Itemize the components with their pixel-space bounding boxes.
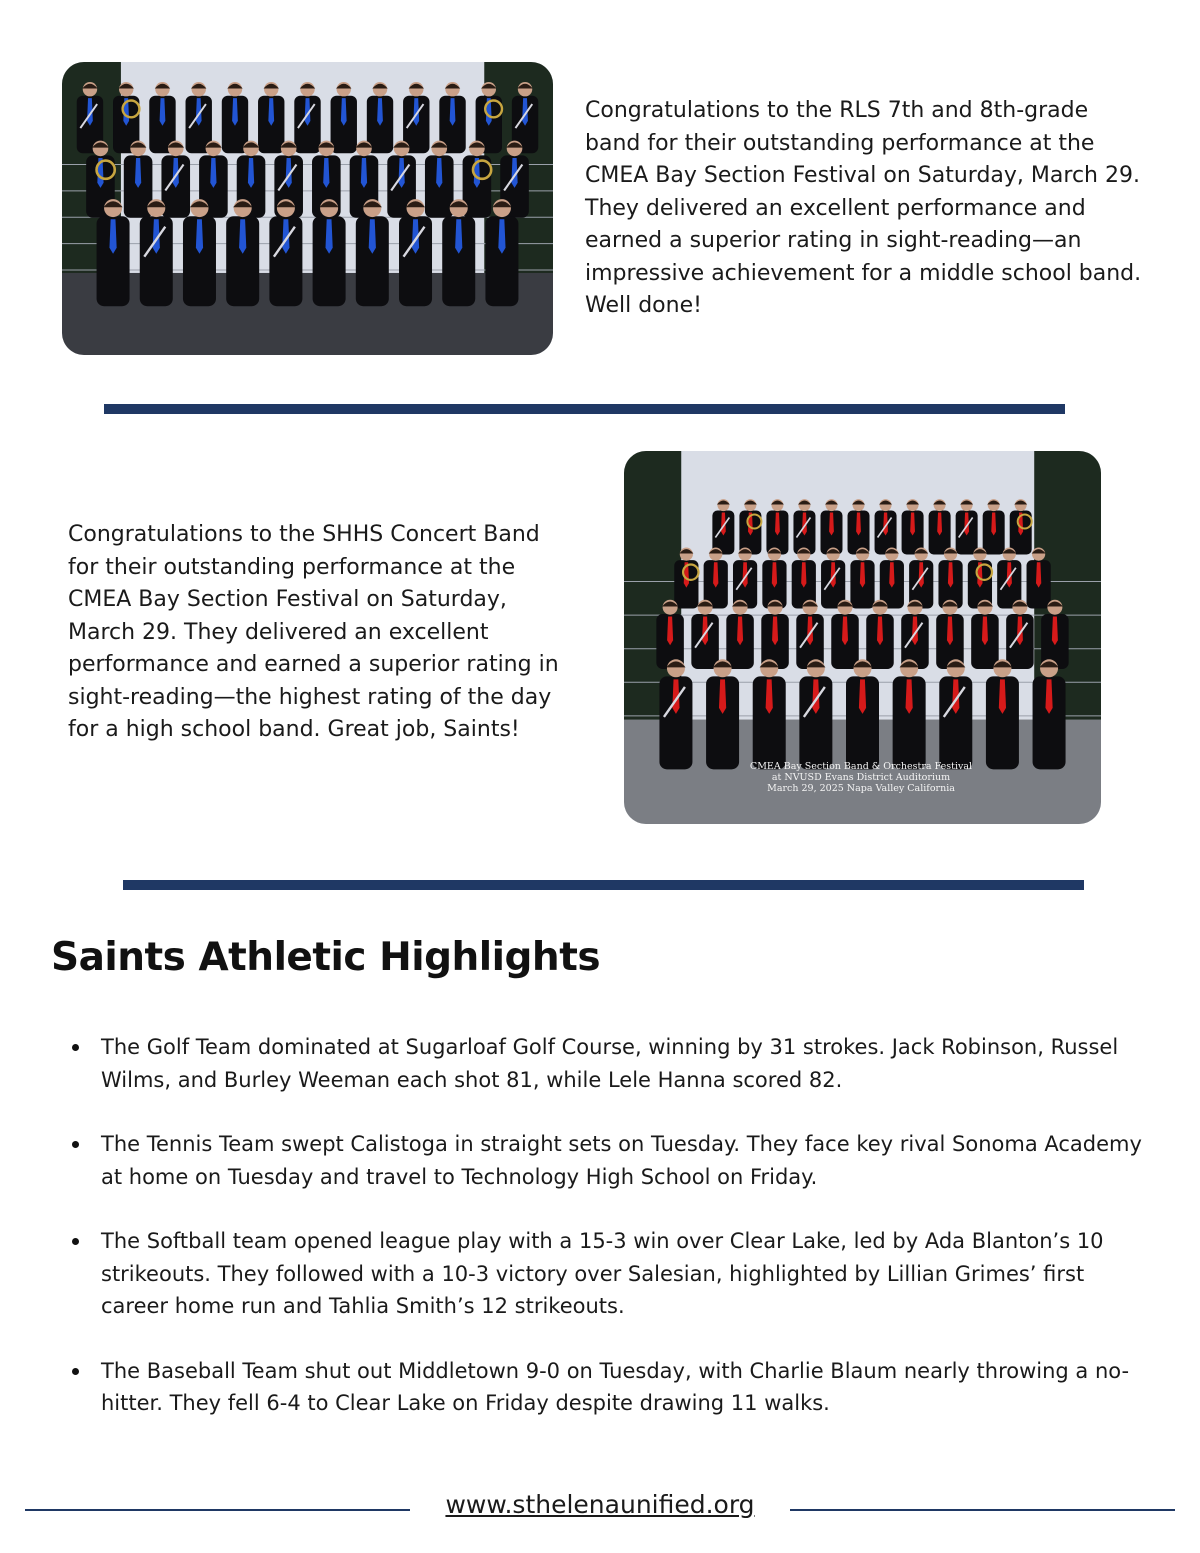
photo-caption-line: at NVUSD Evans District Auditorium: [771, 772, 951, 783]
footer-line-left: [25, 1509, 410, 1511]
shhs-band-group-photo-image: [624, 451, 1101, 824]
list-item: [72, 1225, 1147, 1323]
photo-caption-line: March 29, 2025 Napa Valley California: [767, 783, 955, 794]
list-item: [72, 1355, 1147, 1420]
shhs-band-paragraph: Congratulations to the SHHS Concert Band for their outstanding performance at the CMEA Bay Section Festival on Saturday, March 29. They delivered an excellent performance and earned a superior rating in sight-reading—the highest rating of the day for a high school band. Great job, Saints!: [68, 522, 559, 742]
highlight-baseball: The Baseball Team shut out Middletown 9-0 on Tuesday, with Charlie Blaum nearly throwing a no-hitter. They fell 6-4 to Clear Lake on Friday despite drawing 11 walks.: [101, 1358, 1130, 1415]
highlight-softball: The Softball team opened league play with a 15-3 win over Clear Lake, led by Ada Blanton’s 10 strikeouts. They followed with a 10-3 victory over Salesian, highlighted by Lillian Grimes’ first career home run and Tahlia Smith’s 12 strikeouts.: [101, 1229, 1104, 1318]
list-item: [72, 1031, 1147, 1096]
photo-caption-line: CMEA Bay Section Band & Orchestra Festival: [749, 761, 973, 772]
shhs-band-photo: [624, 451, 1101, 824]
rls-band-photo: [62, 62, 553, 355]
bullet-icon: [72, 1044, 79, 1051]
bullet-icon: [72, 1238, 79, 1245]
highlight-golf: The Golf Team dominated at Sugarloaf Golf Course, winning by 31 strokes. Jack Robinson, Russel Wilms, and Burley Weeman each shot 81, while Lele Hanna scored 82.: [101, 1035, 1119, 1092]
section-divider: [123, 880, 1084, 890]
athletics-heading: Saints Athletic Highlights: [51, 935, 601, 980]
rls-band-group-photo-image: [62, 62, 553, 355]
bullet-icon: [72, 1141, 79, 1148]
athletics-highlights-list: [72, 1031, 1147, 1452]
list-item: [72, 1128, 1147, 1193]
footer-line-right: [790, 1509, 1175, 1511]
website-link[interactable]: www.sthelenaunified.org: [445, 1490, 755, 1519]
rls-band-paragraph: Congratulations to the RLS 7th and 8th-grade band for their outstanding performance at the CMEA Bay Section Festival on Saturday, March 29. They delivered an excellent performance and earned a superior rating in sight-reading—an impressive achievement for a middle school band. Well done!: [585, 98, 1142, 318]
bullet-icon: [72, 1368, 79, 1375]
highlight-tennis: The Tennis Team swept Calistoga in straight sets on Tuesday. They face key rival Sonoma Academy at home on Tuesday and travel to Technology High School on Friday.: [101, 1132, 1142, 1189]
section-divider: [104, 404, 1065, 414]
